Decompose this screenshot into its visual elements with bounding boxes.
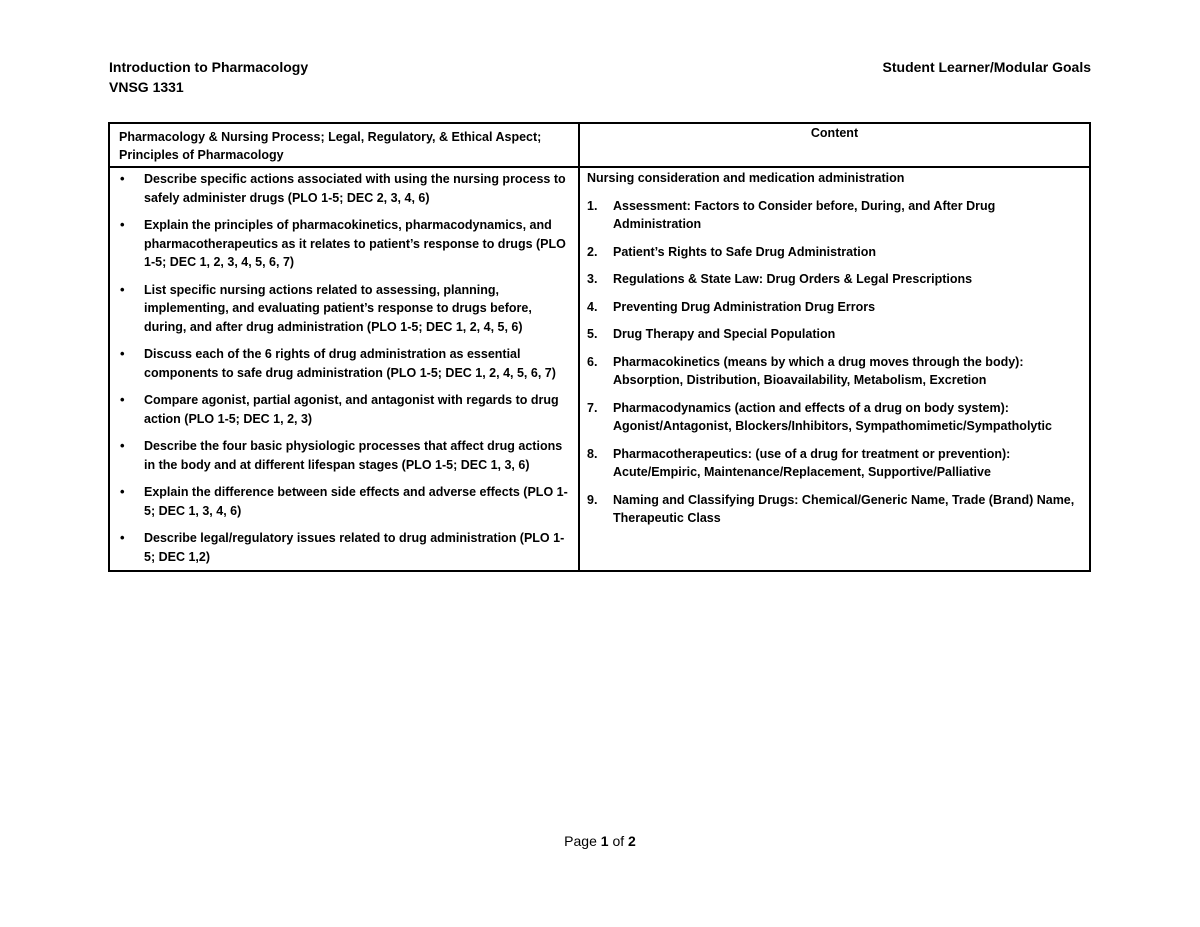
course-title: Introduction to Pharmacology <box>109 59 309 75</box>
content-item-text: Pharmacokinetics (means by which a drug moves through the body): Absorption, Distribution, Bioavailability, Metabolism, Excretion <box>613 354 1024 387</box>
goals-column-heading: Pharmacology & Nursing Process; Legal, Regulatory, & Ethical Aspect; Principles of Pharmacology <box>109 123 579 167</box>
content-item <box>587 298 1081 317</box>
goal-item <box>116 170 570 207</box>
content-item-number: 8. <box>587 446 598 461</box>
goal-text: Describe legal/regulatory issues related to drug administration (PLO 1-5; DEC 1,2) <box>144 531 565 564</box>
page-word: Page <box>564 833 597 849</box>
content-item-text: Drug Therapy and Special Population <box>613 327 836 341</box>
course-code: VNSG 1331 <box>109 79 184 95</box>
goal-text: List specific nursing actions related to assessing, planning, implementing, and evaluating patient’s response to drugs before, during, and after drug administration (PLO 1-5; DEC 1, 2, 4, 5, 6) <box>144 282 532 334</box>
content-item-text: Pharmacodynamics (action and effects of a drug on body system): Agonist/Antagonist, Blockers/Inhibitors, Sympathomimetic/Sympatholytic <box>613 400 1052 433</box>
goal-text: Describe the four basic physiologic processes that affect drug actions in the body and at different lifespan stages (PLO 1-5; DEC 1, 3, 6) <box>144 439 563 472</box>
goal-item <box>116 437 570 474</box>
goal-text: Discuss each of the 6 rights of drug administration as essential components to safe drug administration (PLO 1-5; DEC 1, 2, 4, 5, 6, 7) <box>144 347 556 380</box>
goal-item <box>116 281 570 337</box>
content-item-text: Pharmacotherapeutics: (use of a drug for treatment or prevention): Acute/Empiric, Maintenance/Replacement, Supportive/Palliative <box>613 446 1011 479</box>
content-cell <box>579 167 1090 571</box>
bullet-icon: • <box>120 392 125 407</box>
content-item <box>587 270 1081 289</box>
content-item-number: 2. <box>587 244 598 259</box>
bullet-icon: • <box>120 217 125 232</box>
content-item-text: Assessment: Factors to Consider before, During, and After Drug Administration <box>613 198 996 231</box>
document-header-left <box>109 57 308 97</box>
goal-text: Explain the principles of pharmacokinetics, pharmacodynamics, and pharmacotherapeutics as it relates to patient’s response to drugs (PLO 1-5; DEC 1, 2, 3, 4, 5, 6, 7) <box>144 218 566 269</box>
content-item-text: Regulations & State Law: Drug Orders & Legal Prescriptions <box>613 272 973 286</box>
content-item-text: Preventing Drug Administration Drug Errors <box>613 299 876 314</box>
goal-item <box>116 345 570 382</box>
goal-text: Describe specific actions associated with using the nursing process to safely administer drugs (PLO 1-5; DEC 2, 3, 4, 6) <box>144 172 566 205</box>
goal-text: Explain the difference between side effects and adverse effects (PLO 1-5; DEC 1, 3, 4, 6) <box>144 485 568 518</box>
goal-text: Compare agonist, partial agonist, and antagonist with regards to drug action (PLO 1-5; DEC 1, 2, 3) <box>144 393 559 426</box>
content-item-number: 5. <box>587 327 598 341</box>
goals-cell <box>109 167 579 571</box>
content-item <box>587 243 1081 262</box>
table-header-row <box>109 123 1090 167</box>
goal-item <box>116 216 570 272</box>
bullet-icon: • <box>120 171 125 186</box>
content-item-number: 4. <box>587 299 598 314</box>
content-item-text: Naming and Classifying Drugs: Chemical/Generic Name, Trade (Brand) Name, Therapeutic Class <box>613 492 1075 525</box>
bullet-icon: • <box>120 530 125 545</box>
page-footer <box>0 833 1200 849</box>
content-item <box>587 353 1081 390</box>
bullet-icon: • <box>120 438 125 453</box>
content-column-heading: Content <box>579 123 1090 167</box>
page-total-number: 2 <box>628 833 636 849</box>
content-item-number: 3. <box>587 272 598 286</box>
content-item-number: 6. <box>587 354 598 369</box>
content-item-number: 7. <box>587 400 598 415</box>
goal-item <box>116 529 570 566</box>
content-item <box>587 491 1081 528</box>
goals-content-table <box>108 122 1091 572</box>
bullet-icon: • <box>120 281 125 297</box>
table-body-row <box>109 167 1090 571</box>
content-item-number: 9. <box>587 492 598 507</box>
content-intro: Nursing consideration and medication administration <box>587 171 905 185</box>
content-item-number: 1. <box>587 198 598 213</box>
document-header-right: Student Learner/Modular Goals <box>882 59 1091 75</box>
content-list <box>587 197 1081 528</box>
bullet-icon: • <box>120 484 125 499</box>
content-item <box>587 445 1081 482</box>
goal-list <box>116 170 570 566</box>
content-item <box>587 399 1081 436</box>
content-item <box>587 325 1081 344</box>
page-current-number: 1 <box>600 833 609 849</box>
content-item-text: Patient’s Rights to Safe Drug Administration <box>613 244 876 259</box>
goal-item <box>116 391 570 428</box>
goal-item <box>116 483 570 520</box>
of-word: of <box>612 833 625 849</box>
bullet-icon: • <box>120 346 125 361</box>
content-item <box>587 197 1081 234</box>
